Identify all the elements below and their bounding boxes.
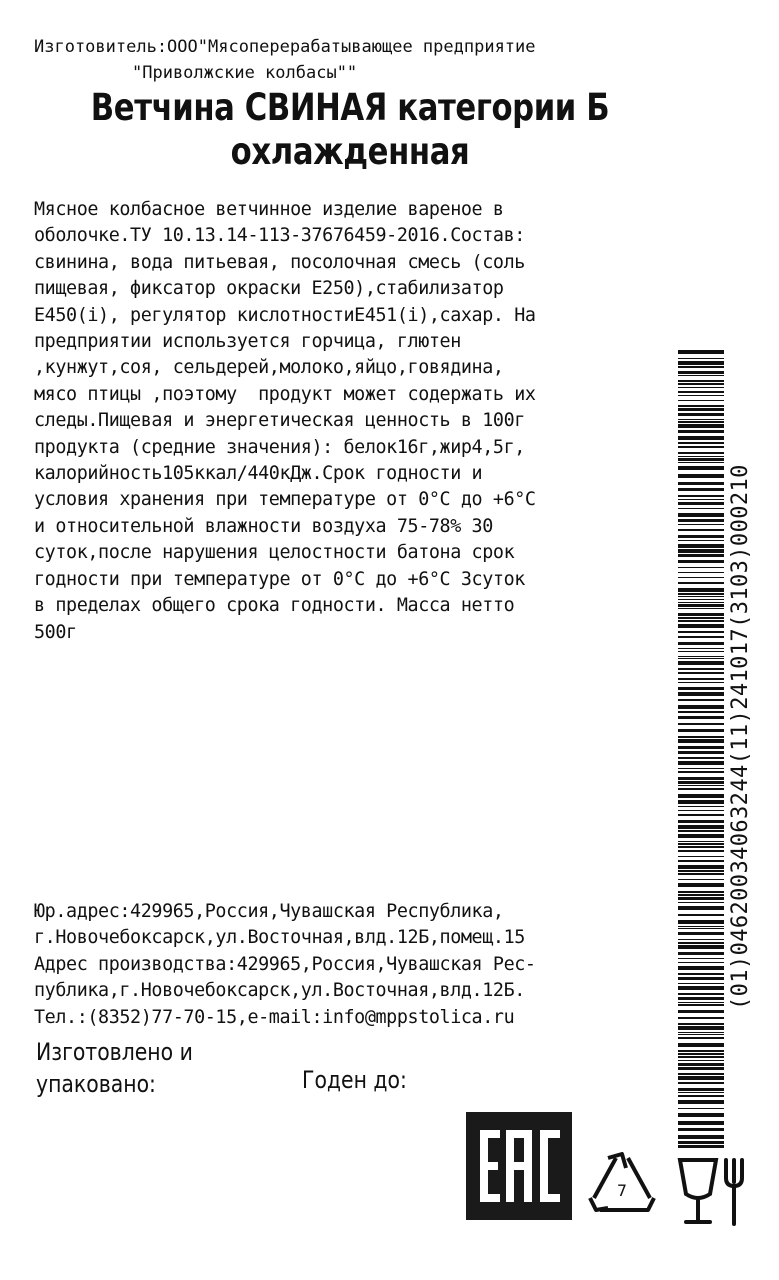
barcode-bar-8 xyxy=(678,387,724,388)
barcode-bar-105 xyxy=(678,860,724,862)
barcode-bar-112 xyxy=(678,894,724,896)
barcode-bar-16 xyxy=(678,421,724,423)
barcode-bar-73 xyxy=(678,699,724,701)
barcode-bar-59 xyxy=(678,631,724,633)
barcode-bar-119 xyxy=(678,928,724,929)
barcode-bar-0 xyxy=(678,350,724,354)
barcode-bar-107 xyxy=(678,870,724,872)
barcode-bar-102 xyxy=(678,846,724,848)
barcode-bar-83 xyxy=(678,757,724,759)
barcode-bar-71 xyxy=(678,687,724,690)
barcode-bar-13 xyxy=(678,408,724,411)
manufacturer-line-2: "Приволжские колбасы"" xyxy=(132,63,358,83)
barcode-bar-72 xyxy=(678,692,724,696)
barcode-bar-123 xyxy=(678,945,724,949)
barcode-bar-1 xyxy=(678,358,724,359)
barcode-bar-120 xyxy=(678,932,724,935)
barcode-bar-45 xyxy=(678,572,724,573)
barcode-bar-110 xyxy=(678,883,724,887)
barcode-bar-153 xyxy=(678,1088,724,1091)
barcode-bar-160 xyxy=(678,1128,724,1131)
barcode-bar-42 xyxy=(678,554,724,557)
barcode-bar-14 xyxy=(678,413,724,416)
barcode-bar-3 xyxy=(678,366,724,368)
barcode-bar-154 xyxy=(678,1092,724,1093)
barcode-bar-127 xyxy=(678,966,724,970)
barcode-bar-64 xyxy=(678,656,724,657)
barcode-bar-114 xyxy=(678,902,724,903)
food-safe-icon xyxy=(674,1152,750,1228)
barcode-bar-5 xyxy=(678,375,724,376)
barcode-bar-96 xyxy=(678,820,724,823)
barcode-bar-109 xyxy=(678,879,724,880)
barcode-bar-18 xyxy=(678,430,724,433)
barcode-bar-35 xyxy=(678,519,724,522)
barcode-bar-26 xyxy=(678,466,724,470)
barcode-bar-117 xyxy=(678,920,724,924)
barcode-bar-132 xyxy=(678,993,724,995)
barcode-bar-47 xyxy=(678,582,724,584)
barcode-bar-140 xyxy=(678,1032,724,1033)
barcode-bar-76 xyxy=(678,716,724,719)
barcode-bar-98 xyxy=(678,830,724,832)
barcode-bar-151 xyxy=(678,1076,724,1080)
barcode-bar-22 xyxy=(678,452,724,454)
barcode-bar-12 xyxy=(678,405,724,407)
best-before-label: Годен до: xyxy=(302,1066,407,1094)
barcode-bar-161 xyxy=(678,1135,724,1139)
barcode-bar-134 xyxy=(678,1002,724,1003)
barcode-bar-129 xyxy=(678,977,724,980)
barcode-bar-147 xyxy=(678,1060,724,1061)
barcode-bar-82 xyxy=(678,751,724,754)
barcode-bar-11 xyxy=(678,400,724,401)
barcode-bar-149 xyxy=(678,1067,724,1070)
barcode-bar-101 xyxy=(678,843,724,845)
barcode-bar-85 xyxy=(678,768,724,769)
barcode-bar-157 xyxy=(678,1108,724,1109)
barcode-bar-40 xyxy=(678,544,724,548)
barcode-bar-63 xyxy=(678,651,724,652)
barcode-bar-94 xyxy=(678,810,724,811)
barcode-bar-39 xyxy=(678,540,724,541)
barcode-bar-128 xyxy=(678,973,724,975)
barcode-bar-53 xyxy=(678,604,724,607)
product-description: Мясное колбасное ветчинное изделие вареное в оболочке.ТУ 10.13.14-113-37676459-2016.Состав: свинина, вода питьевая, посолочная смесь (соль пищевая, фиксатор окраски Е250),стабилизатор Е450(i), регулятор кислотностиЕ451(i),сахар. На предприятии используется горчица, глютен ,кунжут,соя, сельдерей,молоко,яйцо,говядина, мясо птицы ,поэтому продукт может содержать их следы.Пищевая и энергетическая ценность в 100г продукта (средние значения): белок16г,жир4,5г, калорийность105ккал/440кДж.Срок годности и условия хранения при температуре от 0°С до +6°С и относительной влажности воздуха 75-78% 30 суток,после нарушения целостности батона срок годности при температуре от 0°С до +6°С 3суток в пределах общего срока годности. Масса нетто 500г xyxy=(34,199,536,643)
barcode-bar-130 xyxy=(678,983,724,984)
barcode-bar-84 xyxy=(678,761,724,765)
barcode-bar-7 xyxy=(678,383,724,385)
barcode-bar-70 xyxy=(678,682,724,683)
product-title-line-2: охлажденная xyxy=(230,130,470,173)
address-block: Юр.адрес:429965,Россия,Чувашская Республика, г.Новочебоксарск,ул.Восточная,влд.12Б,помещ.15 Адрес производства:429965,Россия,Чувашская Рес- публика,г.Новочебоксарск,ул.Восточная,влд.12Б. Тел.:(8352)77-70-15,e-mail:info@mppstolica.ru xyxy=(34,901,536,1028)
barcode-bar-38 xyxy=(678,535,724,538)
barcode-bar-121 xyxy=(678,939,724,940)
barcode-bar-60 xyxy=(678,636,724,638)
barcode-bar-69 xyxy=(678,678,724,680)
barcode-bar-86 xyxy=(678,771,724,773)
barcode-bar-77 xyxy=(678,723,724,725)
barcode-bar-163 xyxy=(678,1145,724,1148)
barcode-bar-108 xyxy=(678,873,724,875)
barcode-bar-148 xyxy=(678,1063,724,1066)
barcode-bar-126 xyxy=(678,962,724,963)
barcode-bar-118 xyxy=(678,926,724,927)
barcode-bar-36 xyxy=(678,524,724,525)
barcode-bar-4 xyxy=(678,371,724,374)
barcode-text: (01)04620034063244(11)241017(3103)000210 xyxy=(728,464,753,1010)
barcode-bar-24 xyxy=(678,458,724,461)
barcode-bar-133 xyxy=(678,997,724,1000)
barcode-bar-106 xyxy=(678,865,724,869)
barcode-bar-162 xyxy=(678,1141,724,1144)
barcode-bar-25 xyxy=(678,462,724,463)
barcode-bar-155 xyxy=(678,1095,724,1097)
barcode-bar-116 xyxy=(678,914,724,916)
recycle-icon xyxy=(586,1152,658,1218)
barcode-bar-37 xyxy=(678,529,724,531)
barcode-bar-122 xyxy=(678,942,724,944)
barcode-bar-68 xyxy=(678,672,724,674)
eac-mark-icon xyxy=(466,1112,572,1220)
barcode-bar-80 xyxy=(678,739,724,743)
barcode-bar-104 xyxy=(678,856,724,857)
barcode-bar-144 xyxy=(678,1050,724,1052)
barcode-bar-75 xyxy=(678,711,724,713)
barcode-bar-99 xyxy=(678,834,724,838)
barcode-bar-41 xyxy=(678,549,724,553)
barcode-bar-90 xyxy=(678,788,724,790)
barcode-bar-91 xyxy=(678,794,724,798)
barcode-bar-125 xyxy=(678,958,724,959)
barcode-bar-2 xyxy=(678,361,724,365)
barcode-bar-135 xyxy=(678,1004,724,1006)
barcode-bar-111 xyxy=(678,891,724,893)
barcode-bar-152 xyxy=(678,1082,724,1084)
barcode-bar-19 xyxy=(678,436,724,440)
barcode-bar-88 xyxy=(678,781,724,784)
barcode-bar-139 xyxy=(678,1026,724,1030)
barcode-bar-89 xyxy=(678,785,724,786)
barcode-bar-27 xyxy=(678,474,724,478)
barcode-bar-145 xyxy=(678,1053,724,1055)
barcode-bar-113 xyxy=(678,897,724,900)
product-title-line-1: Ветчина СВИНАЯ категории Б xyxy=(90,86,610,129)
barcode-bar-34 xyxy=(678,513,724,517)
barcode-bar-29 xyxy=(678,488,724,491)
production-date-line-2: упаковано: xyxy=(36,1070,156,1098)
barcode-bar-32 xyxy=(678,502,724,505)
barcode-bar-10 xyxy=(678,395,724,396)
barcode-bar-44 xyxy=(678,567,724,568)
barcode-bar-21 xyxy=(678,446,724,448)
barcode-bar-48 xyxy=(678,588,724,592)
barcode-bar-74 xyxy=(678,705,724,709)
barcode-bar-67 xyxy=(678,668,724,670)
barcode-bar-66 xyxy=(678,661,724,665)
production-date-line-1: Изготовлено и xyxy=(36,1038,193,1066)
barcode-bar-43 xyxy=(678,560,724,563)
barcode-bar-136 xyxy=(678,1010,724,1013)
barcode-bar-142 xyxy=(678,1037,724,1039)
barcode-bar-156 xyxy=(678,1100,724,1104)
barcode-bar-158 xyxy=(678,1113,724,1117)
barcode-bar-124 xyxy=(678,952,724,955)
barcode-bar-97 xyxy=(678,825,724,829)
barcode-bar-20 xyxy=(678,442,724,444)
barcode-bar-6 xyxy=(678,380,724,382)
barcode-bar-115 xyxy=(678,906,724,910)
barcode-bar-31 xyxy=(678,499,724,500)
barcode-bar-79 xyxy=(678,736,724,738)
recycle-code: 7 xyxy=(616,1181,628,1200)
barcode-bar-93 xyxy=(678,806,724,807)
barcode-bar-33 xyxy=(678,508,724,509)
barcode-bar-78 xyxy=(678,729,724,732)
barcode-bar-103 xyxy=(678,850,724,852)
barcode-bar-17 xyxy=(678,424,724,428)
barcode-bar-15 xyxy=(678,419,724,420)
barcode-bar-52 xyxy=(678,602,724,603)
barcode-bar-65 xyxy=(678,658,724,659)
barcode-bar-50 xyxy=(678,596,724,597)
barcode-bar-87 xyxy=(678,777,724,780)
barcode-bar-146 xyxy=(678,1056,724,1058)
barcode-bar-56 xyxy=(678,617,724,619)
barcode-bar-62 xyxy=(678,648,724,649)
barcode-bar-95 xyxy=(678,814,724,816)
barcode-bar-100 xyxy=(678,841,724,842)
barcode-bar-57 xyxy=(678,620,724,622)
barcode-bar-46 xyxy=(678,577,724,578)
barcode-bar-143 xyxy=(678,1043,724,1047)
barcode-bar-138 xyxy=(678,1023,724,1025)
barcode-bar-92 xyxy=(678,800,724,804)
barcode-bar-55 xyxy=(678,613,724,616)
barcode-bar-137 xyxy=(678,1017,724,1019)
barcode-bar-131 xyxy=(678,986,724,990)
barcode-bar-81 xyxy=(678,746,724,749)
barcode-bar-58 xyxy=(678,624,724,628)
barcode-bar-61 xyxy=(678,642,724,645)
barcode-bar-49 xyxy=(678,593,724,595)
barcode-bar-23 xyxy=(678,456,724,457)
manufacturer-info xyxy=(34,34,704,86)
barcode-bar-9 xyxy=(678,391,724,393)
barcode-bar-54 xyxy=(678,608,724,609)
barcode-bar-141 xyxy=(678,1034,724,1035)
production-date-label xyxy=(36,1036,193,1100)
manufacturer-line-1: Изготовитель:ООО"Мясоперерабатывающее предприятие xyxy=(34,37,536,57)
barcode-bar-51 xyxy=(678,599,724,600)
barcode-bar-28 xyxy=(678,482,724,485)
barcode-bar-150 xyxy=(678,1073,724,1075)
barcode-bar-159 xyxy=(678,1121,724,1125)
barcode-bar-30 xyxy=(678,495,724,497)
product-title xyxy=(84,86,615,174)
